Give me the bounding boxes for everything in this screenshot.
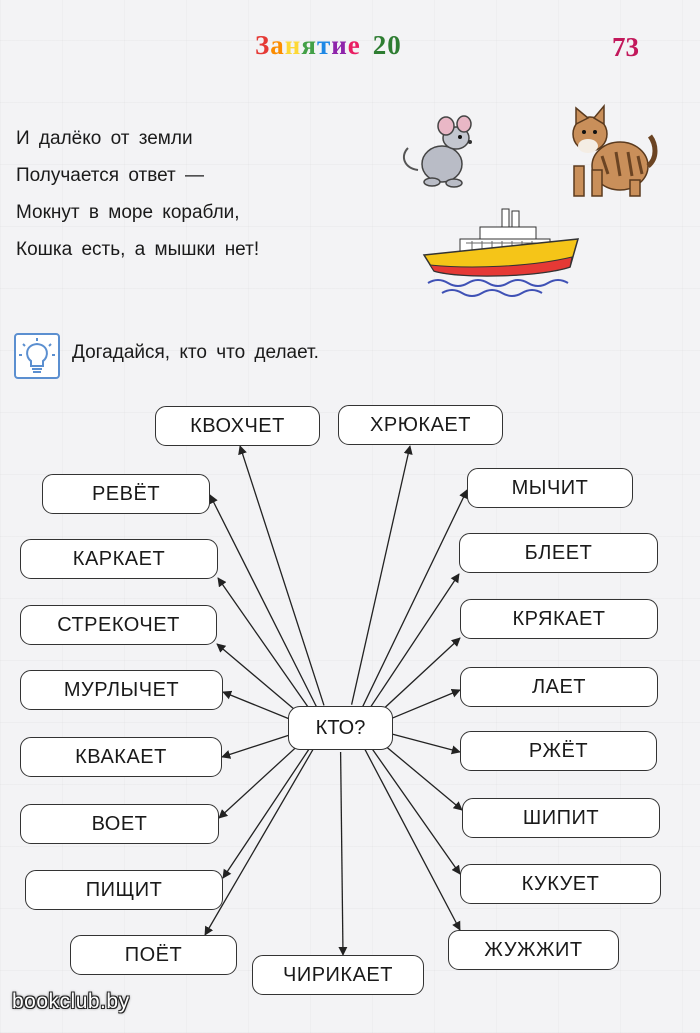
title-letter: е <box>347 30 361 60</box>
word-node: РЕВЁТ <box>42 474 210 514</box>
word-node: ПИЩИТ <box>25 870 223 910</box>
word-node: ЧИРИКАЕТ <box>252 955 424 995</box>
task-instruction: Догадайся, кто что делает. <box>72 342 319 363</box>
poem-line: Получается ответ — <box>16 165 204 186</box>
title-letter: я <box>301 30 317 60</box>
word-node: СТРЕКОЧЕТ <box>20 605 217 645</box>
word-node: БЛЕЕТ <box>459 533 658 573</box>
arrow <box>386 690 460 721</box>
poem-line: И далёко от земли <box>16 128 193 149</box>
word-node: КАРКАЕТ <box>20 539 218 579</box>
word-node: КУКУЕТ <box>460 864 661 904</box>
title-letter: и <box>331 30 348 60</box>
word-node: РЖЁТ <box>460 731 657 771</box>
arrow <box>240 446 324 705</box>
arrow <box>222 734 293 757</box>
lesson-number: 20 <box>372 30 402 60</box>
poem-line: Кошка есть, а мышки нет! <box>16 239 260 260</box>
poem-line: Мокнут в море корабли, <box>16 202 240 223</box>
arrow <box>363 490 467 707</box>
arrow <box>369 574 459 709</box>
title-letter: З <box>255 30 271 60</box>
arrow <box>223 747 311 878</box>
arrow <box>223 692 294 721</box>
word-node: МУРЛЫЧЕТ <box>20 670 223 710</box>
center-node-who: КТО? <box>288 706 393 750</box>
word-node: МЫЧИТ <box>467 468 633 508</box>
arrow <box>365 749 461 930</box>
word-node: ЖУЖЖИТ <box>448 930 619 970</box>
arrow <box>205 748 314 935</box>
arrow <box>387 733 460 752</box>
word-node: ПОЁТ <box>70 935 237 975</box>
word-node: КВАКАЕТ <box>20 737 222 777</box>
title-letter: н <box>284 30 302 60</box>
word-node: ЛАЕТ <box>460 667 658 707</box>
arrow <box>218 578 310 709</box>
arrow <box>352 446 410 705</box>
word-node: КВОХЧЕТ <box>155 406 320 446</box>
arrow <box>371 747 461 875</box>
word-node: КРЯКАЕТ <box>460 599 658 639</box>
word-node: ВОЕТ <box>20 804 219 844</box>
title-letter: т <box>316 30 332 60</box>
arrow <box>341 752 343 955</box>
word-node: ХРЮКАЕТ <box>338 405 503 445</box>
watermark: bookclub.by <box>12 990 130 1013</box>
title-letter: а <box>270 30 285 60</box>
arrow <box>210 495 317 707</box>
word-node: ШИПИТ <box>462 798 660 838</box>
page-number: 73 <box>612 32 639 62</box>
